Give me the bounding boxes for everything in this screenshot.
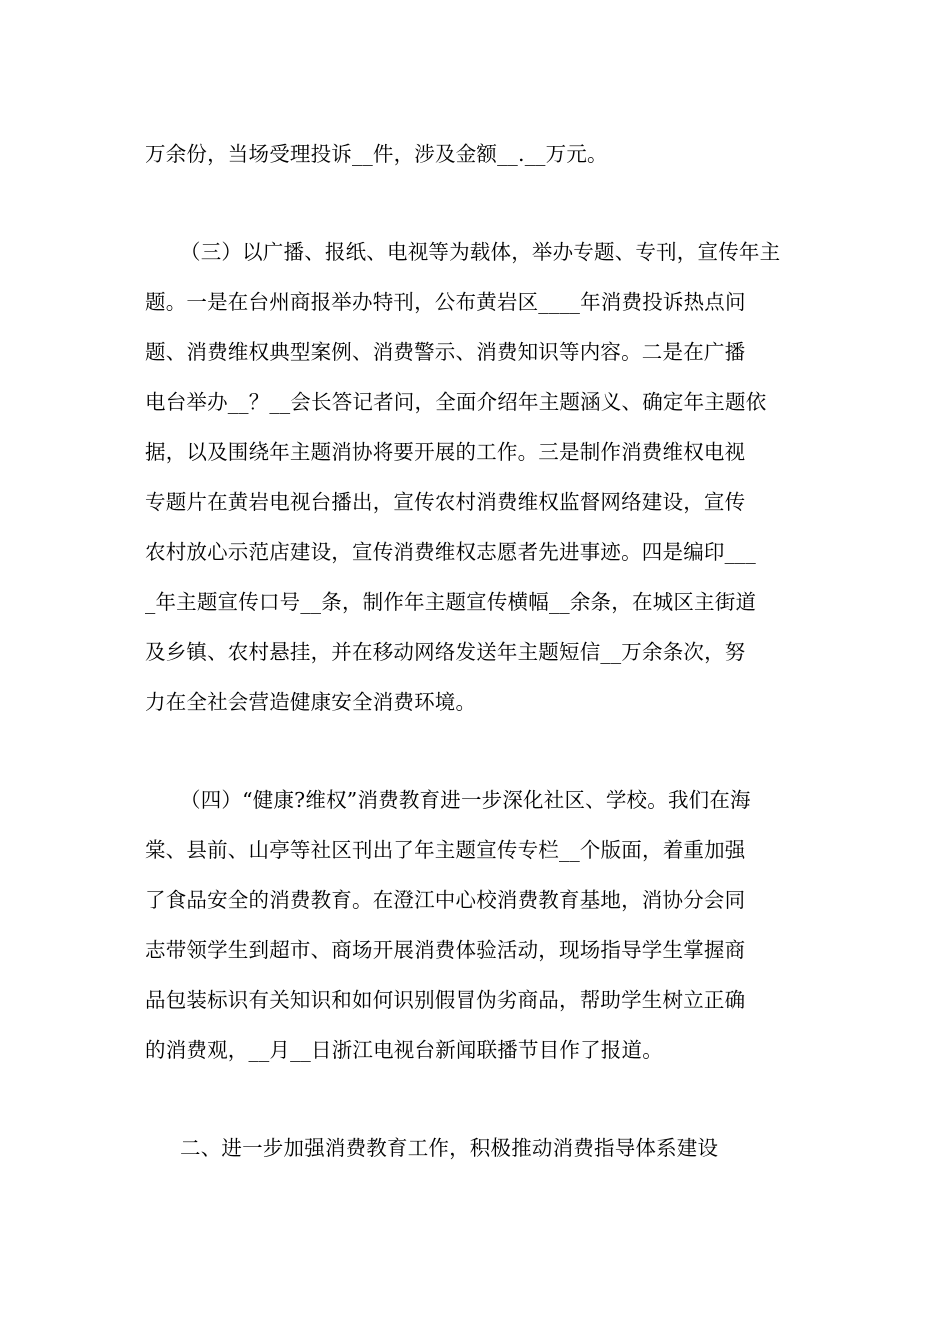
section-four-line-1: （四）“健康?维权”消费教育进一步深化社区、学校。我们在海 bbox=[180, 788, 751, 812]
section-three-line-2: 题。一是在台州商报举办特刊，公布黄岩区____年消费投诉热点问 bbox=[145, 290, 746, 314]
section-four-line-2: 棠、县前、山亭等社区刊出了年主题宣传专栏__个版面，着重加强 bbox=[145, 838, 746, 862]
section-heading-two: 二、进一步加强消费教育工作，积极推动消费指导体系建设 bbox=[180, 1136, 719, 1160]
section-three-line-5: 据，以及围绕年主题消协将要开展的工作。三是制作消费维权电视 bbox=[145, 440, 746, 464]
section-four-line-5: 品包装标识有关知识和如何识别假冒伪劣商品，帮助学生树立正确 bbox=[145, 988, 746, 1012]
section-three-line-4: 电台举办__？__会长答记者问，全面介绍年主题涵义、确定年主题依 bbox=[145, 390, 767, 414]
section-four-line-6: 的消费观，__月__日浙江电视台新闻联播节目作了报道。 bbox=[145, 1038, 663, 1062]
section-three-line-1: （三）以广播、报纸、电视等为载体，举办专题、专刊，宣传年主 bbox=[180, 240, 781, 264]
section-three-line-8: _年主题宣传口号__条，制作年主题宣传横幅__余条，在城区主街道 bbox=[145, 590, 757, 614]
section-three-line-6: 专题片在黄岩电视台播出，宣传农村消费维权监督网络建设，宣传 bbox=[145, 490, 746, 514]
section-four-line-3: 了食品安全的消费教育。在澄江中心校消费教育基地，消协分会同 bbox=[145, 888, 746, 912]
section-three-line-10: 力在全社会营造健康安全消费环境。 bbox=[145, 690, 477, 714]
section-three-line-7: 农村放心示范店建设，宣传消费维权志愿者先进事迹。四是编印___ bbox=[145, 540, 756, 564]
intro-line: 万余份，当场受理投诉__件，涉及金额__.__万元。 bbox=[145, 142, 608, 166]
section-three-line-3: 题、消费维权典型案例、消费警示、消费知识等内容。二是在广播 bbox=[145, 340, 746, 364]
section-three-line-9: 及乡镇、农村悬挂，并在移动网络发送年主题短信__万余条次，努 bbox=[145, 640, 746, 664]
section-four-line-4: 志带领学生到超市、商场开展消费体验活动，现场指导学生掌握商 bbox=[145, 938, 746, 962]
